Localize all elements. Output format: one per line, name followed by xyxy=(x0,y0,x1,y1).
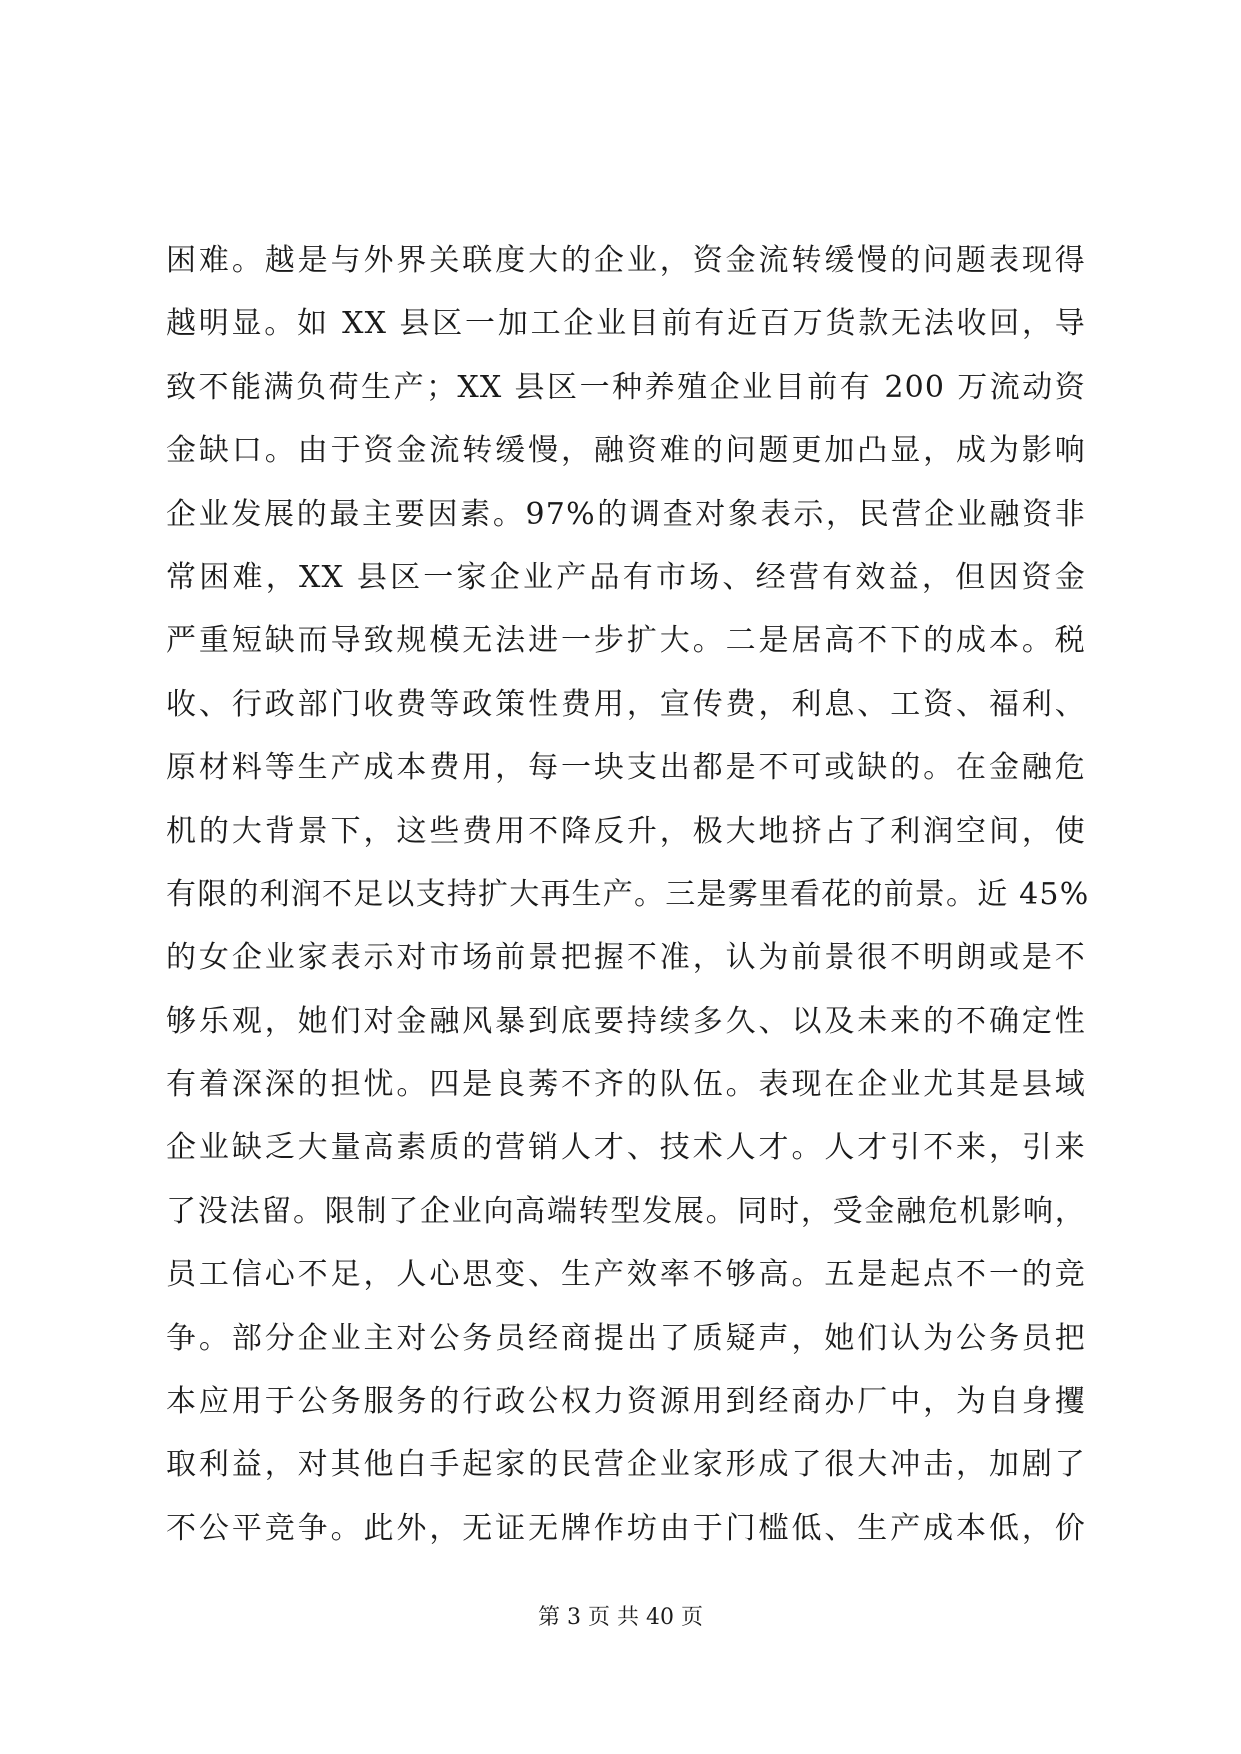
body-text xyxy=(166,229,1090,1560)
text-line: 收、行政部门收费等政策性费用，宣传费，利息、工资、福利、 xyxy=(166,686,1086,722)
text-line: 企业发展的最主要因素。97%的调查对象表示，民营企业融资非 xyxy=(166,496,1086,532)
text-line: 有着深深的担忧。四是良莠不齐的队伍。表现在企业尤其是县域 xyxy=(166,1067,1086,1103)
text-line: 常困难，XX 县区一家企业产品有市场、经营有效益，但因资金 xyxy=(166,559,1086,595)
text-line: 致不能满负荷生产；XX 县区一种养殖企业目前有 200 万流动资 xyxy=(166,369,1086,405)
text-line: 困难。越是与外界关联度大的企业，资金流转缓慢的问题表现得 xyxy=(166,243,1086,278)
text-line: 取利益，对其他白手起家的民营企业家形成了很大冲击，加剧了 xyxy=(166,1447,1086,1483)
text-line: 有限的利润不足以支持扩大再生产。三是雾里看花的前景。近 45% xyxy=(166,876,1090,912)
text-line: 严重短缺而导致规模无法进一步扩大。二是居高不下的成本。税 xyxy=(166,623,1086,659)
text-line: 够乐观，她们对金融风暴到底要持续多久、以及未来的不确定性 xyxy=(166,1003,1086,1039)
page-footer xyxy=(0,1600,1241,1631)
page-number: 第 3 页 共 40 页 xyxy=(538,1605,703,1630)
text-line: 企业缺乏大量高素质的营销人才、技术人才。人才引不来，引来 xyxy=(166,1130,1086,1166)
text-line: 原材料等生产成本费用，每一块支出都是不可或缺的。在金融危 xyxy=(166,750,1086,786)
text-line: 的女企业家表示对市场前景把握不准，认为前景很不明朗或是不 xyxy=(166,940,1086,976)
text-line: 金缺口。由于资金流转缓慢，融资难的问题更加凸显，成为影响 xyxy=(166,433,1086,469)
text-line: 员工信心不足，人心思变、生产效率不够高。五是起点不一的竞 xyxy=(166,1257,1086,1293)
text-line: 越明显。如 XX 县区一加工企业目前有近百万货款无法收回，导 xyxy=(166,306,1086,342)
text-line: 不公平竞争。此外，无证无牌作坊由于门槛低、生产成本低，价 xyxy=(166,1510,1086,1546)
text-line: 机的大背景下，这些费用不降反升，极大地挤占了利润空间，使 xyxy=(166,813,1086,849)
text-line: 本应用于公务服务的行政公权力资源用到经商办厂中，为自身攫 xyxy=(166,1384,1086,1420)
text-line: 了没法留。限制了企业向高端转型发展。同时，受金融危机影响， xyxy=(166,1193,1086,1229)
text-line: 争。部分企业主对公务员经商提出了质疑声，她们认为公务员把 xyxy=(166,1320,1086,1356)
